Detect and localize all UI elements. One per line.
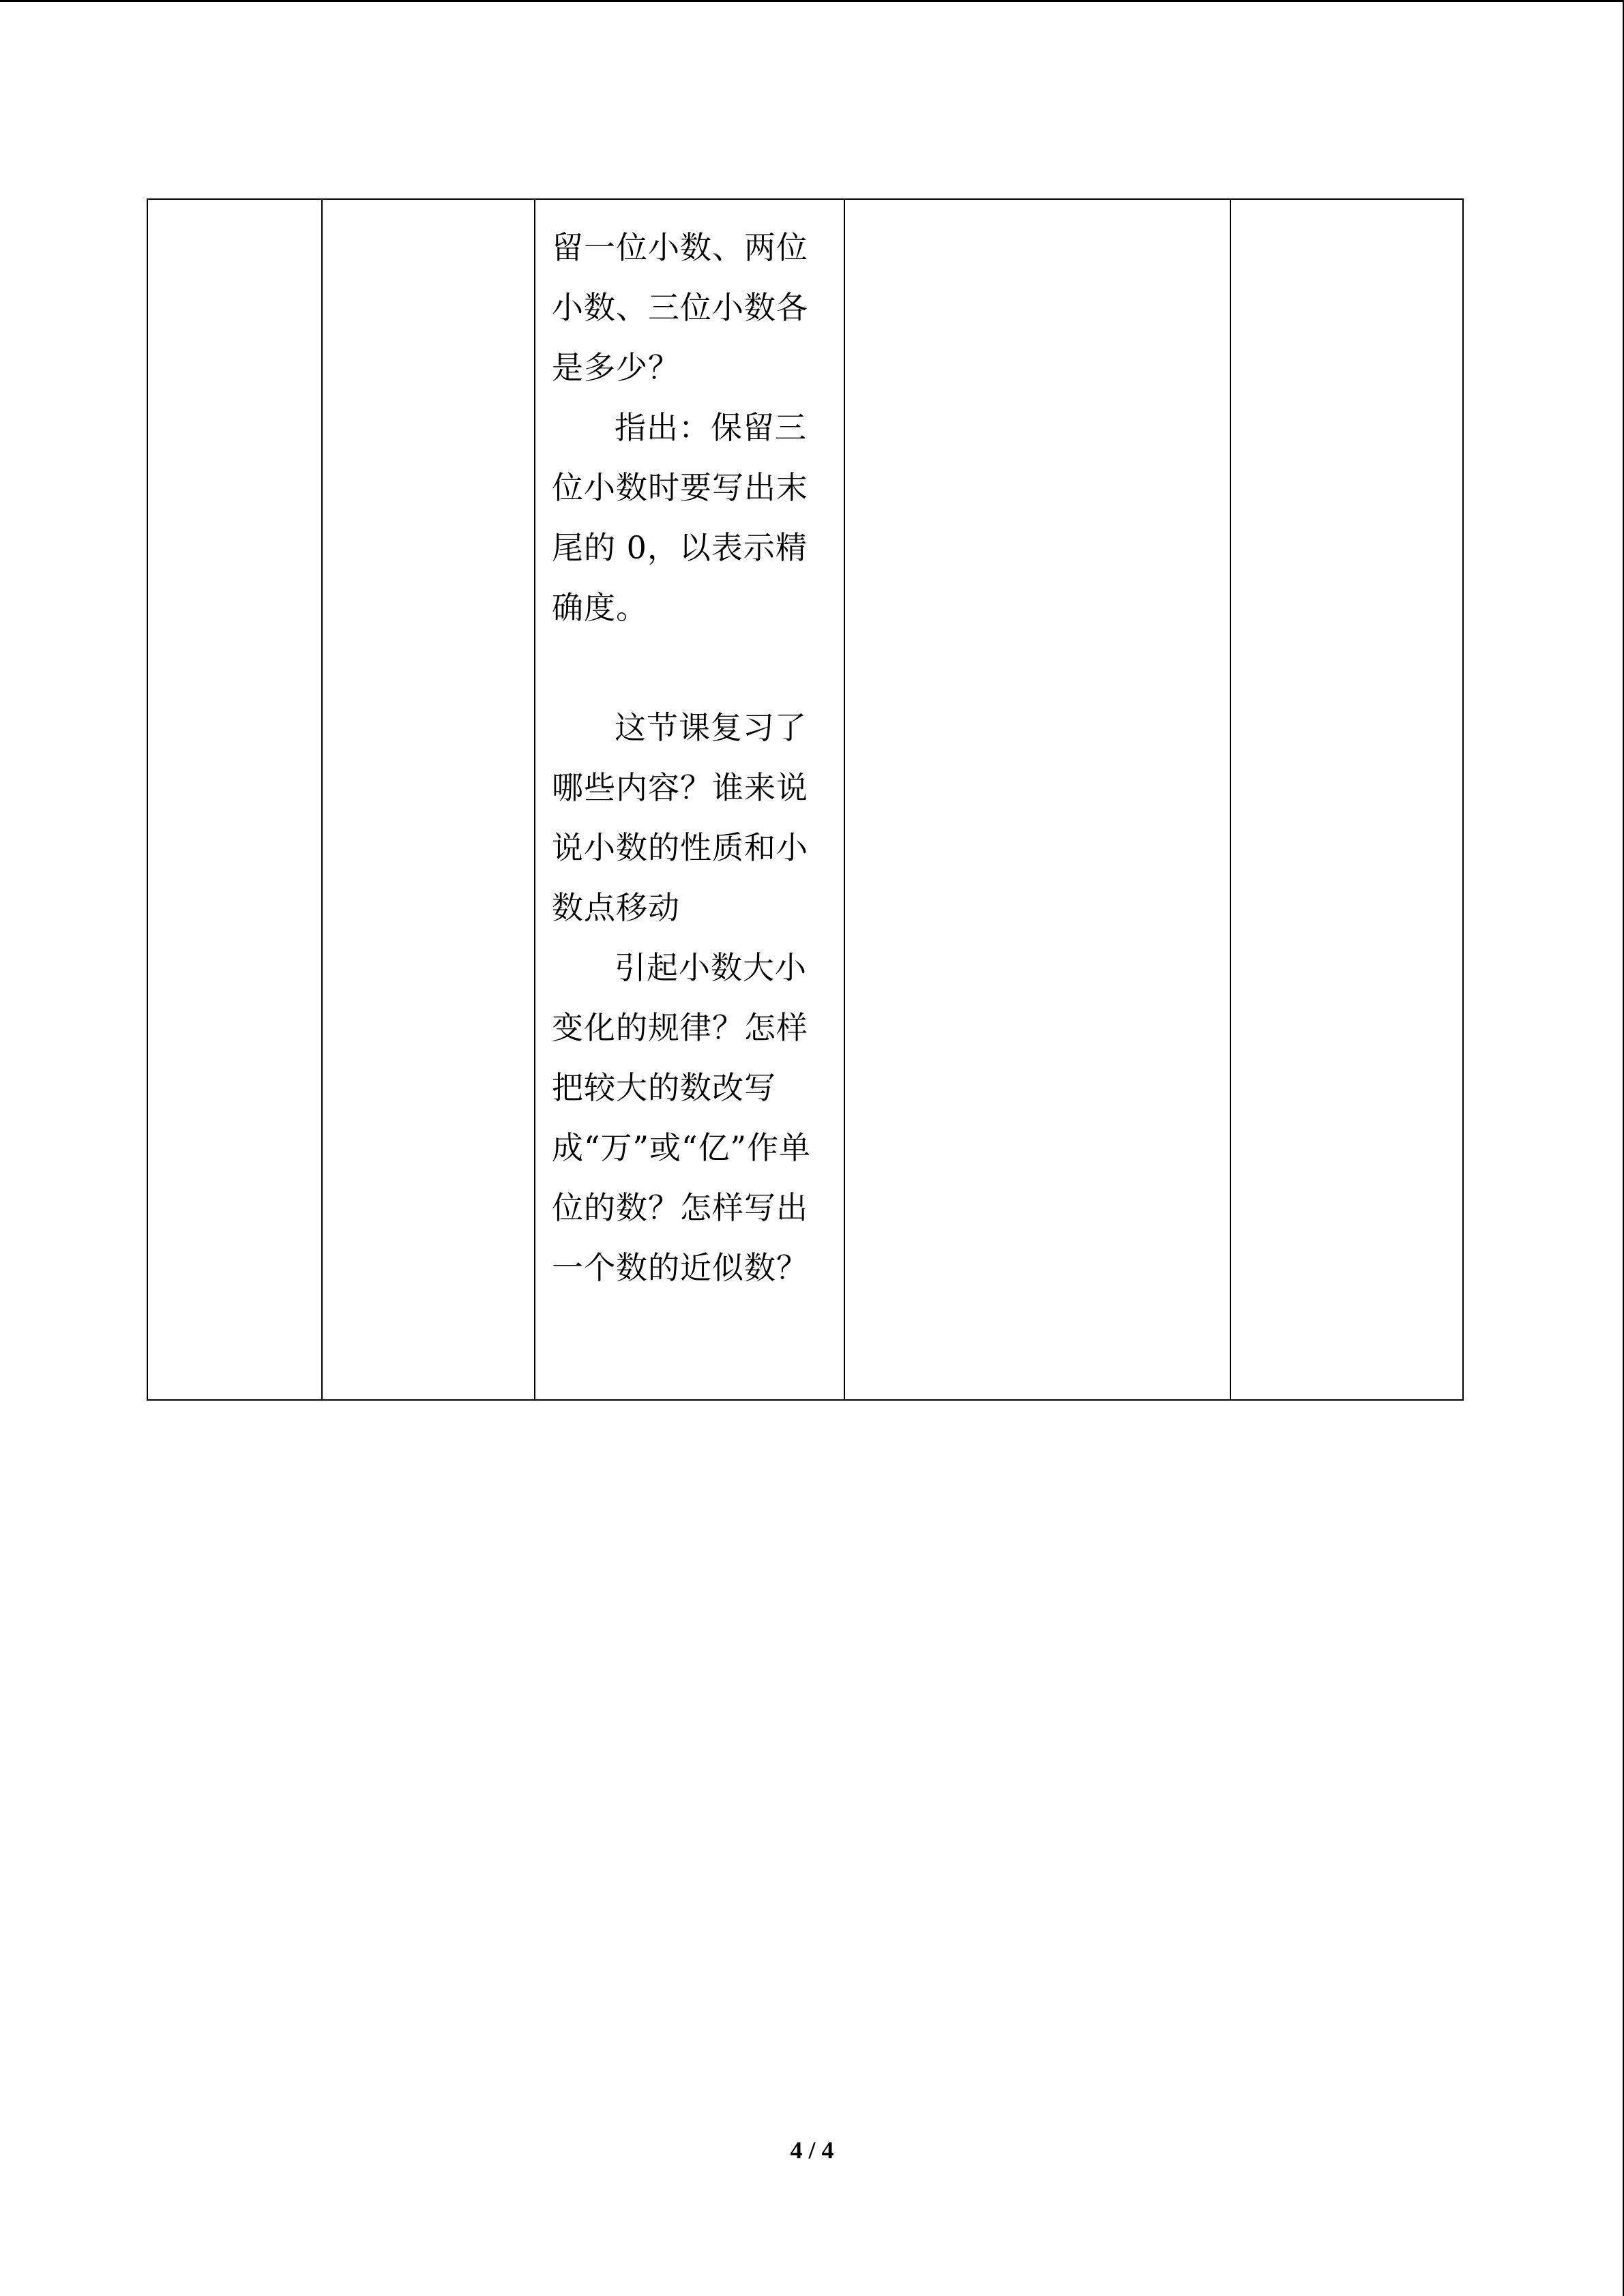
page-number: 4 / 4 [790, 2136, 834, 2164]
paragraph-gap [552, 638, 829, 698]
table-row [147, 199, 1463, 1400]
paragraph-rounding-question: 留一位小数、两位小数、三位小数各是多少？ [552, 229, 808, 386]
table-cell-content [322, 199, 535, 1400]
paragraph-rules-question: 引起小数大小变化的规律？怎样把较大的数改写成“万”或“亿”作单位的数？怎样写出一个数的近似数？ [552, 949, 812, 1286]
table-cell-teacher-activity [535, 199, 844, 1400]
table-cell-design-intent [1230, 199, 1463, 1400]
table-cell-stage [147, 199, 322, 1400]
paragraph-review-question: 这节课复习了哪些内容？谁来说说小数的性质和小数点移动 [552, 709, 808, 926]
teacher-activity-text [535, 200, 844, 1298]
paragraph-precision-note: 指出：保留三位小数时要写出末尾的 0，以表示精确度。 [552, 409, 808, 626]
lesson-plan-table [147, 198, 1464, 1401]
table-cell-student-activity [844, 199, 1230, 1400]
